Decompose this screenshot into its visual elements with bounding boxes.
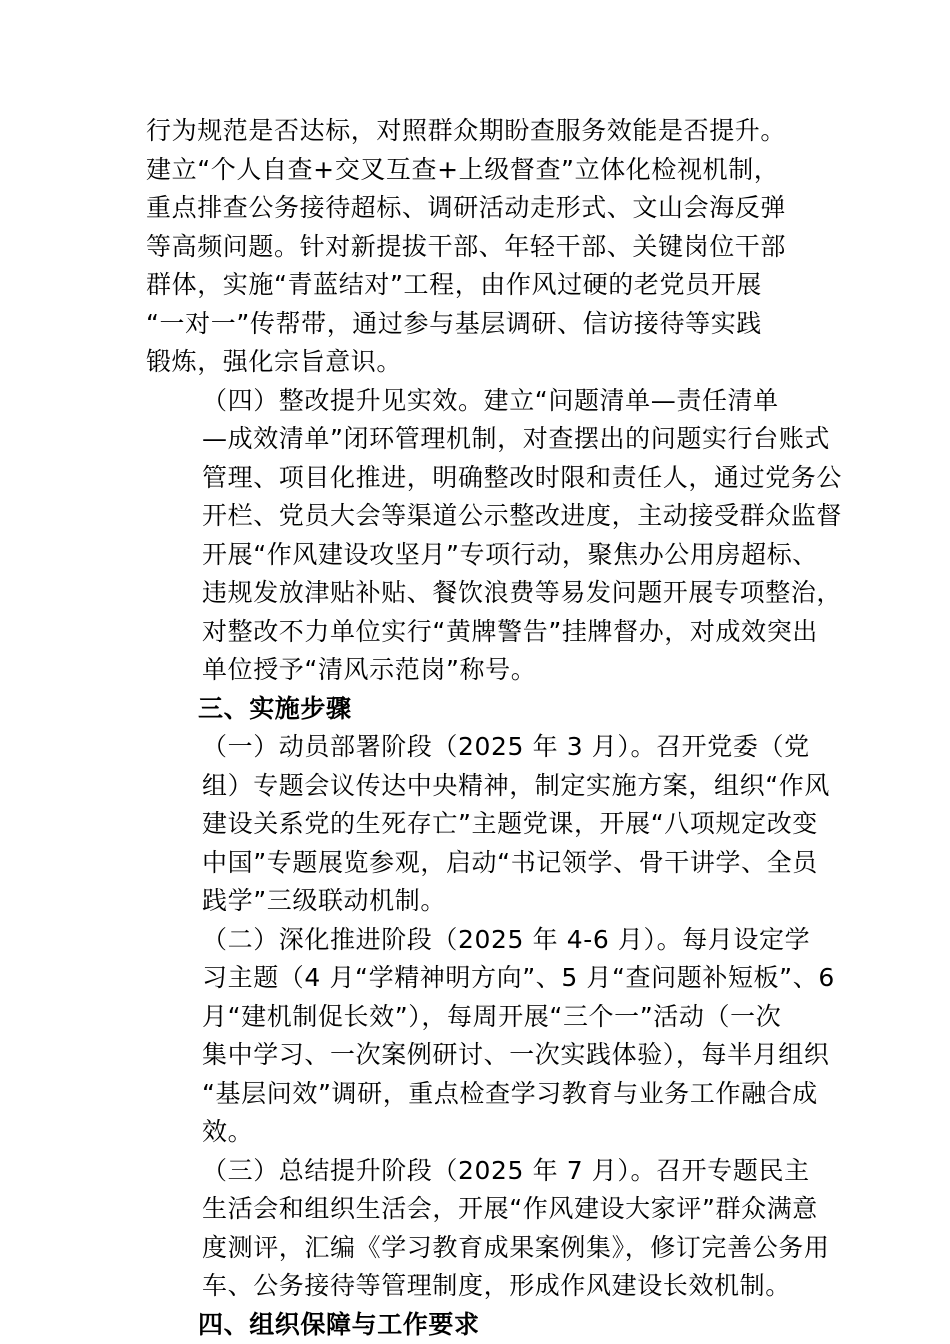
- text-line: 践学”三级联动机制。: [202, 886, 446, 915]
- section-heading: [146, 690, 808, 729]
- text-line: 效。: [202, 1117, 254, 1146]
- text-line: 违规发放津贴补贴、餐饮浪费等易发问题开展专项整治，: [202, 578, 843, 607]
- text-line: 等高频问题。针对新提拔干部、年轻干部、关键岗位干部: [146, 231, 787, 261]
- text-line: 集中学习、一次案例研讨、一次实践体验），每半月组织: [202, 1040, 830, 1069]
- text-line: —成效清单”闭环管理机制，对查摆出的问题实行台账式: [202, 424, 830, 453]
- text-line: 中国”专题展览参观，启动“书记领学、骨干讲学、全员: [202, 847, 818, 877]
- body-paragraph: [146, 1152, 830, 1306]
- text-line: 生活会和组织生活会，开展“作风建设大家评”群众满意: [202, 1194, 818, 1223]
- body-paragraph: [146, 728, 830, 921]
- body-paragraph: [146, 382, 843, 690]
- text-line: 度测评，汇编《学习教育成果案例集》，修订完善公务用: [202, 1232, 830, 1262]
- body-paragraph: [146, 112, 808, 382]
- document-page: [146, 112, 843, 1344]
- text-line: 建立“个人自查+交叉互查+上级督查”立体化检视机制，: [146, 154, 780, 184]
- text-line: 单位授予“清风示范岗”称号。: [202, 655, 537, 684]
- text-line: （二）深化推进阶段（2025 年 4-6 月）。每月设定学: [202, 924, 811, 954]
- text-line: 组）专题会议传达中央精神，制定实施方案，组织“作风: [202, 770, 830, 800]
- body-paragraph: [146, 921, 835, 1152]
- text-line: 行为规范是否达标，对照群众期盼查服务效能是否提升。: [146, 116, 787, 145]
- text-line: 三、实施步骤: [198, 693, 352, 723]
- text-line: （四）整改提升见实效。建立“问题清单—责任清单: [202, 385, 779, 415]
- text-line: 群体，实施“青蓝结对”工程，由作风过硬的老党员开展: [146, 270, 762, 299]
- text-line: （一）动员部署阶段（2025 年 3 月）。召开党委（党: [202, 732, 810, 761]
- section-heading: [146, 1306, 808, 1344]
- text-line: “一对一”传帮带，通过参与基层调研、信访接待等实践: [146, 308, 762, 338]
- text-line: 锻炼，强化宗旨意识。: [146, 347, 403, 376]
- text-line: （三）总结提升阶段（2025 年 7 月）。召开专题民主: [202, 1155, 810, 1185]
- text-line: 车、公务接待等管理制度，形成作风建设长效机制。: [202, 1271, 791, 1300]
- text-line: 管理、项目化推进，明确整改时限和责任人，通过党务公: [202, 462, 843, 492]
- text-line: 对整改不力单位实行“黄牌警告”挂牌督办，对成效突出: [202, 616, 818, 646]
- text-line: 开展“作风建设攻坚月”专项行动，聚焦办公用房超标、: [202, 539, 818, 569]
- text-line: 习主题（4 月“学精神明方向”、5 月“查问题补短板”、6: [202, 963, 835, 992]
- text-line: “基层问效”调研，重点检查学习教育与业务工作融合成: [202, 1078, 818, 1108]
- text-line: 开栏、党员大会等渠道公示整改进度，主动接受群众监督: [202, 501, 843, 530]
- text-line: 重点排查公务接待超标、调研活动走形式、文山会海反弹: [146, 193, 787, 222]
- text-line: 建设关系党的生死存亡”主题党课，开展“八项规定改变: [202, 809, 818, 838]
- text-line: 四、组织保障与工作要求: [198, 1309, 480, 1339]
- text-line: 月“建机制促长效”），每周开展“三个一”活动（一次: [202, 1001, 782, 1031]
